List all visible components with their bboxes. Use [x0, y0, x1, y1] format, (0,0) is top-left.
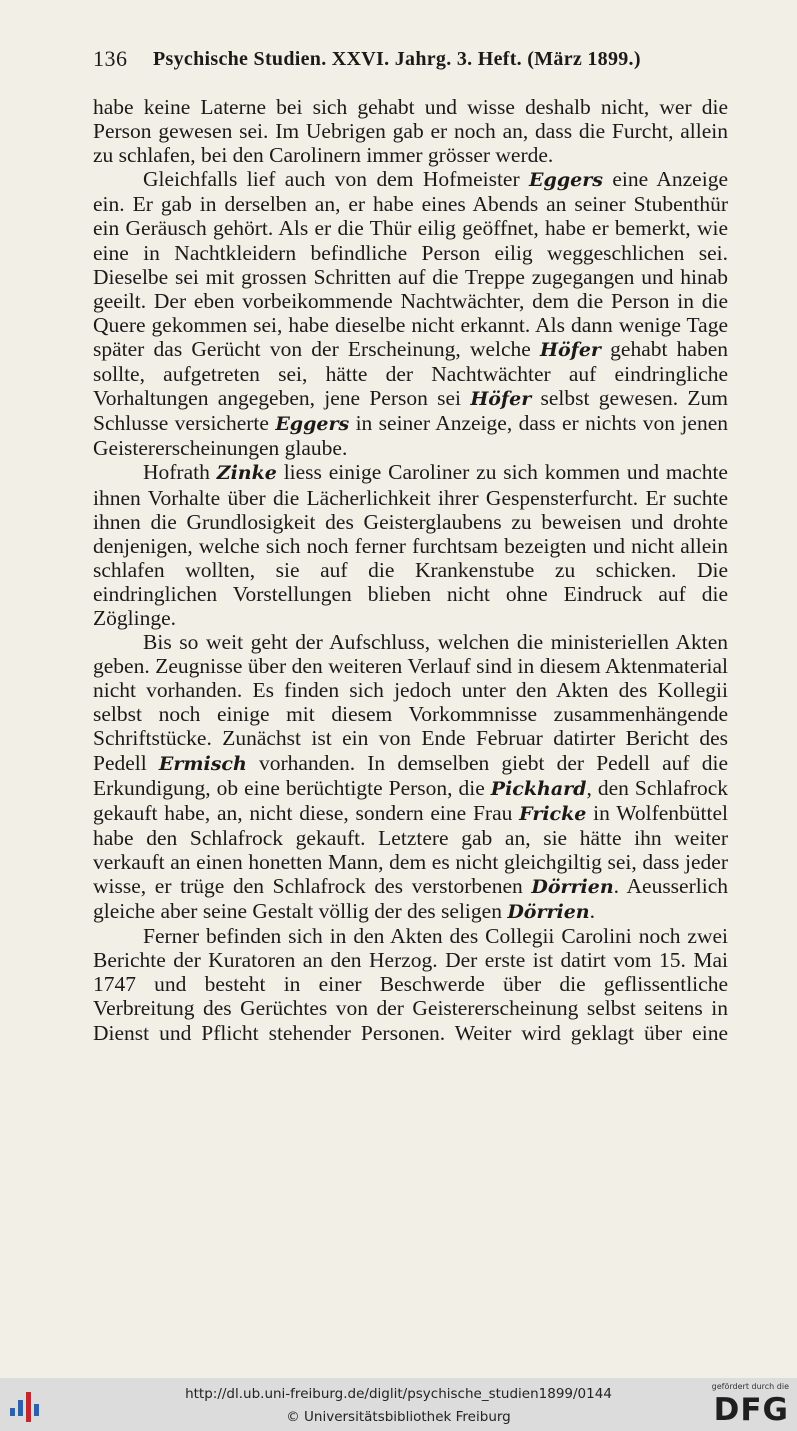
text-run: . — [589, 899, 595, 924]
text-run: in seiner Anzeige, dass er nichts von jenen Geistererscheinungen glaube. — [93, 411, 728, 461]
text-run: Gleichfalls lief auch von dem Hofmeister — [143, 167, 530, 192]
running-title: Psychische Studien. XXVI. Jahrg. 3. Heft. (März 1899.) — [153, 48, 641, 70]
source-url[interactable]: http://dl.ub.uni-freiburg.de/diglit/psychische_studien1899/0144 — [185, 1386, 612, 1402]
text-run: selbst gewesen. Zum Schlusse versicherte — [93, 386, 728, 436]
text-run: Ferner befinden sich in den Akten des Collegii Carolini noch zwei Berichte der Kuratoren an den Herzog. Der erste ist datirt vom 15. Mai 1747 und besteht in einer Beschwerde über die geflissentliche Verbreitung des Gerüchtes von der Geistererscheinung selbst seitens in Dienst und Pflicht stehender Personen. Weiter wird geklagt über eine — [93, 924, 728, 1045]
text-run: Bis so weit geht der Aufschluss, welchen die ministeriellen Akten geben. Zeugnisse über den weiteren Verlauf sind in diesem Aktenmaterial nicht vorhanden. Es finden sich jedoch unter den Akten des Kollegii selbst noch einige mit diesem Vorkommnisse zusammenhängende Schriftstücke. Zunächst ist ein von Ende Februar datirter Bericht des Pedell — [93, 630, 728, 775]
text-run: vorhanden. In demselben giebt der Pedell auf die Erkundigung, ob eine berüchtigte Person, die — [93, 750, 728, 800]
footer-bar — [0, 1378, 797, 1431]
body-text — [93, 95, 728, 1045]
emphasized-name: Höfer — [540, 338, 601, 361]
paragraph — [93, 95, 728, 167]
paragraph — [93, 460, 728, 630]
emphasized-name: Pickhard — [490, 777, 587, 800]
text-run: , den Schlafrock gekauft habe, an, nicht diese, sondern eine Frau — [93, 775, 729, 825]
text-run: habe keine Laterne bei sich gehabt und wisse deshalb nicht, wer die Person gewesen sei. Im Uebrigen gab er noch an, dass die Furcht, allein zu schlafen, bei den Carolinern immer grösser werde. — [93, 95, 728, 168]
copyright-notice: © Universitätsbibliothek Freiburg — [286, 1409, 511, 1425]
emphasized-name: Ermisch — [158, 752, 247, 775]
text-run: Hofrath — [143, 460, 217, 485]
emphasized-name: Zinke — [216, 462, 277, 485]
emphasized-name: Eggers — [275, 413, 350, 436]
dfg-logo[interactable] — [703, 1382, 789, 1428]
paragraph — [93, 924, 728, 1044]
page-header — [93, 46, 733, 76]
emphasized-name: Dörrien — [531, 876, 614, 898]
emphasized-name: Eggers — [529, 169, 603, 192]
emphasized-name: Dörrien — [507, 901, 590, 924]
text-run: eine Anzeige ein. Er gab in derselben an, er habe eines Abends an seiner Stubenthür ein Geräusch gehört. Als er die Thür eilig geöffnet, habe er bemerkt, wie eine in Nachtkleidern befindliche Person eilig weggeschlichen sei. Dieselbe sei mit grossen Schritten auf die Treppe zugegangen und hinab geeilt. Der eben vorbeikommende Nachtwächter, dem die Person in die Quere gekommen sei, habe dieselbe nicht erkannt. Als dann wenige Tage später das Gerücht von der Erscheinung, welche — [93, 167, 728, 361]
paragraph — [93, 630, 728, 924]
dfg-mark: DFG — [713, 1392, 789, 1428]
page-number: 136 — [93, 46, 128, 71]
emphasized-name: Höfer — [470, 388, 532, 411]
text-run: gehabt haben sollte, aufgetreten sei, hätte der Nachtwächter auf eindringliche Vorhaltungen angegeben, jene Person sei — [93, 336, 728, 411]
text-run: in Wolfenbüttel habe den Schlafrock gekauft. Letztere gab an, sie hätte ihn weiter verkauft an einen honetten Mann, dem es nicht gleichgiltig sei, dass jeder wisse, er trüge den Schlafrock des verstorbenen — [93, 800, 728, 898]
text-run: . Aeusserlich gleiche aber seine Gestalt völlig der des seligen — [93, 874, 728, 924]
emphasized-name: Fricke — [519, 802, 587, 825]
dfg-caption: gefördert durch die — [711, 1382, 789, 1391]
text-run: liess einige Caroliner zu sich kommen und machte ihnen Vorhalte über die Lächerlichkeit ihrer Gespensterfurcht. Er suchte ihnen die Grundlosigkeit des Geisterglaubens zu beweisen und drohte denjenigen, welche sich noch ferner furchtsam bezeigten und nicht allein schlafen wollten, sie auf die Krankenstube zu schicken. Die eindringlichen Vorstellungen blieben nicht ohne Eindruck auf die Zöglinge. — [93, 460, 728, 630]
paragraph — [93, 167, 728, 460]
